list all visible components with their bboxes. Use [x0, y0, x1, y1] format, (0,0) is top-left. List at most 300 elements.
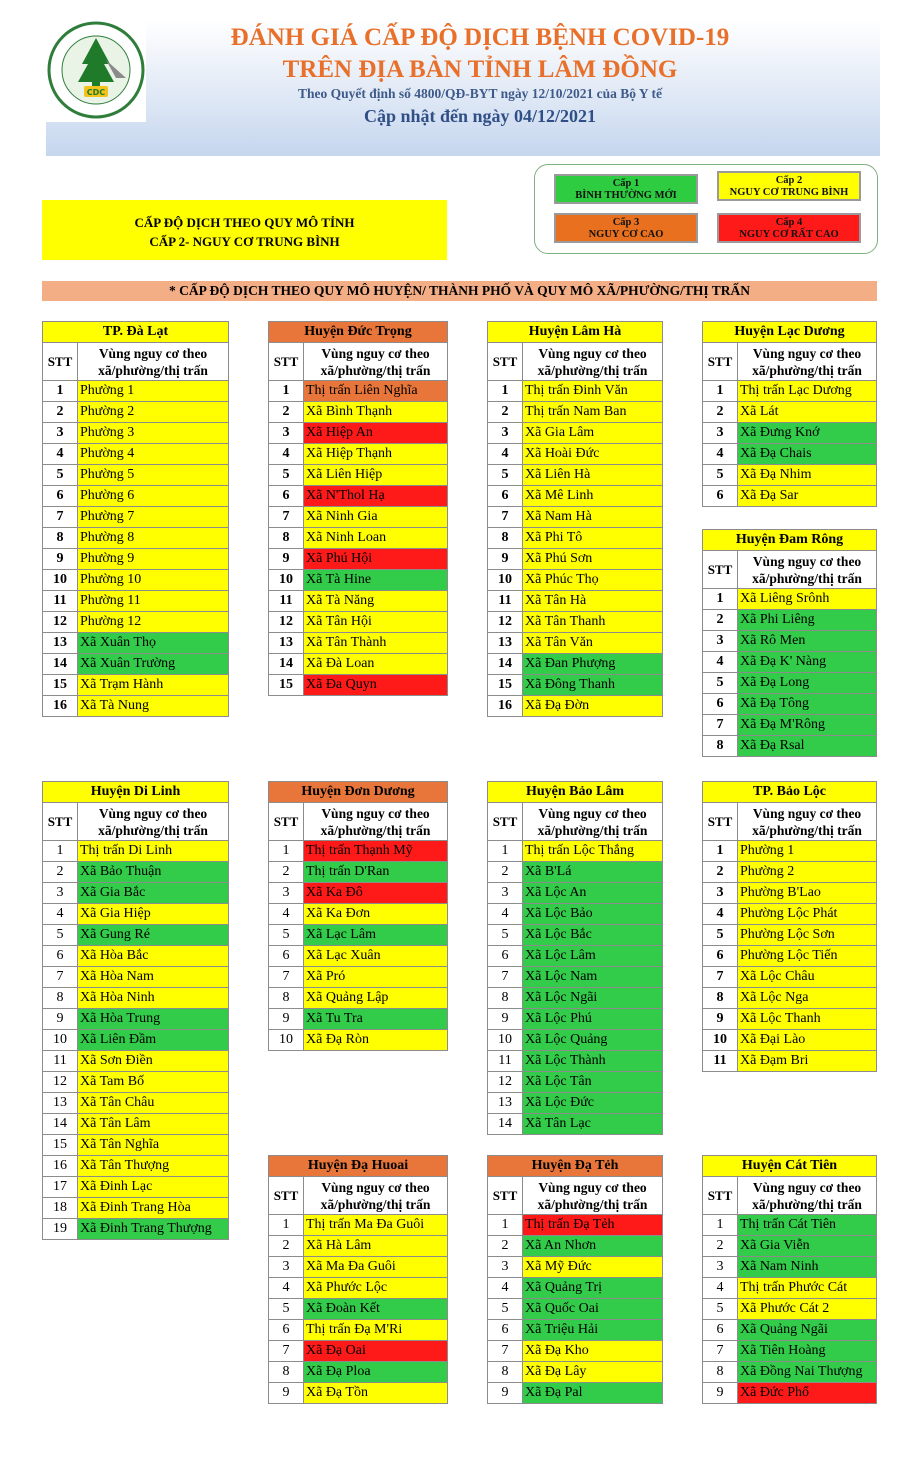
row-number: 7 — [43, 967, 78, 988]
row-number: 15 — [269, 675, 304, 696]
province-level-value: CẤP 2- NGUY CƠ TRUNG BÌNH — [149, 234, 340, 249]
area-header: Vùng nguy cơ theo xã/phường/thị trấn — [738, 803, 877, 841]
stt-header: STT — [269, 803, 304, 841]
commune-name: Xã Lộc Thành — [523, 1051, 663, 1072]
commune-name: Xã Tân Thành — [304, 633, 448, 654]
row-number: 8 — [43, 528, 78, 549]
legend-level-2-number: Cấp 2 — [775, 175, 803, 186]
row-number: 6 — [488, 486, 523, 507]
table-row — [488, 1341, 663, 1362]
district-table-da-lat — [42, 321, 229, 717]
district-table-lam-ha — [487, 321, 663, 717]
row-number: 6 — [703, 1320, 738, 1341]
row-number: 8 — [703, 736, 738, 757]
row-number: 4 — [703, 904, 738, 925]
row-number: 15 — [43, 675, 78, 696]
district-name: Huyện Đam Rông — [703, 530, 877, 551]
commune-name: Xã Lộc Bảo — [523, 904, 663, 925]
table-row — [43, 444, 229, 465]
row-number: 3 — [269, 883, 304, 904]
table-row — [43, 967, 229, 988]
area-header: Vùng nguy cơ theo xã/phường/thị trấn — [78, 803, 229, 841]
row-number: 4 — [488, 904, 523, 925]
commune-name: Xã Pró — [304, 967, 448, 988]
table-row — [488, 1236, 663, 1257]
table-row — [703, 988, 877, 1009]
table-row — [488, 1114, 663, 1135]
row-number: 4 — [43, 444, 78, 465]
stt-header: STT — [703, 343, 738, 381]
row-number: 9 — [269, 1383, 304, 1404]
table-row — [488, 528, 663, 549]
commune-name: Xã Lạc Lâm — [304, 925, 448, 946]
commune-name: Xã Liêng Srônh — [738, 589, 877, 610]
commune-name: Xã Lộc Quảng — [523, 1030, 663, 1051]
commune-name: Xã Đạ Ploa — [304, 1362, 448, 1383]
commune-name: Phường 3 — [78, 423, 229, 444]
commune-name: Xã Phi Liêng — [738, 610, 877, 631]
table-row — [488, 946, 663, 967]
table-row — [488, 1093, 663, 1114]
table-row — [269, 1320, 448, 1341]
commune-name: Phường 1 — [738, 841, 877, 862]
district-name: Huyện Đạ Huoai — [269, 1156, 448, 1177]
row-number: 6 — [488, 946, 523, 967]
commune-name: Xã Hòa Nam — [78, 967, 229, 988]
commune-name: Xã Đạ M'Rông — [738, 715, 877, 736]
table-row — [269, 465, 448, 486]
table-row — [703, 1051, 877, 1072]
row-number: 16 — [43, 1156, 78, 1177]
table-row — [269, 1362, 448, 1383]
table-row — [703, 423, 877, 444]
commune-name: Xã Phước Lộc — [304, 1278, 448, 1299]
table-row — [488, 1320, 663, 1341]
commune-name: Xã Đạ Rsal — [738, 736, 877, 757]
commune-name: Thị trấn Cát Tiên — [738, 1215, 877, 1236]
legend-level-2 — [717, 171, 861, 201]
legend-level-4-number: Cấp 4 — [775, 217, 803, 228]
row-number: 8 — [269, 528, 304, 549]
row-number: 8 — [703, 1362, 738, 1383]
row-number: 7 — [488, 507, 523, 528]
table-row — [43, 486, 229, 507]
row-number: 9 — [269, 1009, 304, 1030]
commune-name: Xã Đạ Long — [738, 673, 877, 694]
table-row — [703, 715, 877, 736]
row-number: 9 — [488, 549, 523, 570]
commune-name: Phường 2 — [738, 862, 877, 883]
commune-name: Xã Phú Sơn — [523, 549, 663, 570]
commune-name: Xã Lộc Nam — [523, 967, 663, 988]
table-row — [43, 946, 229, 967]
legend-level-1-label: BÌNH THƯỜNG MỚI — [575, 190, 677, 201]
area-header: Vùng nguy cơ theo xã/phường/thị trấn — [304, 1177, 448, 1215]
row-number: 14 — [269, 654, 304, 675]
row-number: 7 — [269, 507, 304, 528]
commune-name: Xã Tân Hà — [523, 591, 663, 612]
row-number: 5 — [703, 1299, 738, 1320]
commune-name: Xã Tân Lâm — [78, 1114, 229, 1135]
row-number: 5 — [43, 925, 78, 946]
commune-name: Xã Ma Đa Guôi — [304, 1257, 448, 1278]
commune-name: Thị trấn Thạnh Mỹ — [304, 841, 448, 862]
commune-name: Xã Tiên Hoàng — [738, 1341, 877, 1362]
row-number: 8 — [43, 988, 78, 1009]
table-row — [703, 1320, 877, 1341]
commune-name: Xã Lộc Lâm — [523, 946, 663, 967]
table-row — [269, 862, 448, 883]
row-number: 3 — [488, 883, 523, 904]
district-table-don-duong — [268, 781, 448, 1051]
row-number: 4 — [703, 652, 738, 673]
table-row — [269, 570, 448, 591]
row-number: 11 — [43, 591, 78, 612]
table-row — [703, 841, 877, 862]
table-row — [43, 654, 229, 675]
district-table — [487, 321, 663, 717]
table-row — [43, 507, 229, 528]
district-name: Huyện Đức Trọng — [269, 322, 448, 343]
row-number: 1 — [488, 841, 523, 862]
commune-name: Xã Đạ Nhim — [738, 465, 877, 486]
row-number: 3 — [43, 883, 78, 904]
row-number: 5 — [269, 465, 304, 486]
table-row — [488, 988, 663, 1009]
row-number: 3 — [43, 423, 78, 444]
table-row — [703, 465, 877, 486]
commune-name: Xã Đinh Trang Thượng — [78, 1219, 229, 1240]
table-row — [488, 862, 663, 883]
table-row — [43, 549, 229, 570]
row-number: 4 — [488, 444, 523, 465]
row-number: 9 — [488, 1383, 523, 1404]
table-row — [43, 423, 229, 444]
commune-name: Xã Đông Thanh — [523, 675, 663, 696]
commune-name: Xã Đinh Trang Hòa — [78, 1198, 229, 1219]
row-number: 11 — [269, 591, 304, 612]
commune-name: Xã Lộc Thanh — [738, 1009, 877, 1030]
row-number: 14 — [488, 654, 523, 675]
table-row — [269, 507, 448, 528]
table-row — [269, 591, 448, 612]
commune-name: Phường Lộc Tiến — [738, 946, 877, 967]
row-number: 7 — [269, 1341, 304, 1362]
row-number: 8 — [269, 988, 304, 1009]
row-number: 17 — [43, 1177, 78, 1198]
row-number: 5 — [703, 673, 738, 694]
table-row — [703, 589, 877, 610]
row-number: 6 — [488, 1320, 523, 1341]
row-number: 15 — [43, 1135, 78, 1156]
table-row — [488, 654, 663, 675]
table-row — [269, 883, 448, 904]
row-number: 13 — [269, 633, 304, 654]
commune-name: Phường 9 — [78, 549, 229, 570]
commune-name: Xã Xuân Thọ — [78, 633, 229, 654]
commune-name: Xã Rô Men — [738, 631, 877, 652]
table-row — [488, 402, 663, 423]
table-row — [269, 1215, 448, 1236]
row-number: 7 — [703, 715, 738, 736]
stt-header: STT — [703, 803, 738, 841]
commune-name: Phường B'Lao — [738, 883, 877, 904]
area-header: Vùng nguy cơ theo xã/phường/thị trấn — [738, 343, 877, 381]
commune-name: Xã Bình Thạnh — [304, 402, 448, 423]
table-row — [269, 1236, 448, 1257]
district-table-duc-trong — [268, 321, 448, 696]
row-number: 8 — [703, 988, 738, 1009]
table-row — [269, 444, 448, 465]
page-title-line-2: TRÊN ĐỊA BÀN TỈNH LÂM ĐỒNG — [282, 56, 678, 83]
commune-name: Xã Đạ Chais — [738, 444, 877, 465]
table-row — [703, 883, 877, 904]
row-number: 1 — [703, 841, 738, 862]
table-row — [488, 904, 663, 925]
commune-name: Xã Đạ K' Nàng — [738, 652, 877, 673]
commune-name: Xã N'Thol Hạ — [304, 486, 448, 507]
table-row — [269, 1383, 448, 1404]
legend-level-4-label: NGUY CƠ RẤT CAO — [739, 229, 839, 240]
table-row — [488, 1215, 663, 1236]
commune-name: Xã Lộc Ngãi — [523, 988, 663, 1009]
table-row — [488, 1278, 663, 1299]
table-row — [488, 465, 663, 486]
row-number: 2 — [43, 402, 78, 423]
commune-name: Xã Đức Phổ — [738, 1383, 877, 1404]
district-table — [487, 781, 663, 1135]
commune-name: Xã Hòa Ninh — [78, 988, 229, 1009]
row-number: 7 — [703, 967, 738, 988]
table-row — [269, 402, 448, 423]
commune-name: Xã Tân Hội — [304, 612, 448, 633]
table-row — [269, 1257, 448, 1278]
stt-header: STT — [488, 1177, 523, 1215]
area-header: Vùng nguy cơ theo xã/phường/thị trấn — [523, 1177, 663, 1215]
commune-name: Xã Lộc Nga — [738, 988, 877, 1009]
commune-name: Xã Bảo Thuận — [78, 862, 229, 883]
row-number: 11 — [488, 591, 523, 612]
row-number: 18 — [43, 1198, 78, 1219]
table-row — [43, 862, 229, 883]
row-number: 8 — [488, 528, 523, 549]
area-header: Vùng nguy cơ theo xã/phường/thị trấn — [738, 1177, 877, 1215]
table-row — [703, 631, 877, 652]
commune-name: Xã Phước Cát 2 — [738, 1299, 877, 1320]
commune-name: Xã Tân Nghĩa — [78, 1135, 229, 1156]
commune-name: Thị trấn Đạ M'Ri — [304, 1320, 448, 1341]
commune-name: Xã Triệu Hải — [523, 1320, 663, 1341]
row-number: 5 — [703, 925, 738, 946]
row-number: 2 — [488, 1236, 523, 1257]
row-number: 10 — [43, 570, 78, 591]
table-row — [703, 862, 877, 883]
commune-name: Thị trấn Di Linh — [78, 841, 229, 862]
table-row — [703, 1299, 877, 1320]
table-row — [269, 841, 448, 862]
table-row — [269, 654, 448, 675]
table-row — [488, 967, 663, 988]
commune-name: Xã Hòa Trung — [78, 1009, 229, 1030]
commune-name: Xã Nam Ninh — [738, 1257, 877, 1278]
district-table — [702, 321, 877, 507]
commune-name: Thị trấn Lạc Dương — [738, 381, 877, 402]
row-number: 10 — [488, 1030, 523, 1051]
district-table — [268, 321, 448, 696]
commune-name: Xã Hà Lâm — [304, 1236, 448, 1257]
table-row — [43, 675, 229, 696]
legend-level-1-number: Cấp 1 — [612, 178, 640, 189]
table-row — [269, 486, 448, 507]
table-row — [43, 883, 229, 904]
section-title: * CẤP ĐỘ DỊCH THEO QUY MÔ HUYỆN/ THÀNH PHỐ VÀ QUY MÔ XÃ/PHƯỜNG/THỊ TRẤN — [42, 281, 877, 301]
commune-name: Xã Liên Hiệp — [304, 465, 448, 486]
district-name: Huyện Lạc Dương — [703, 322, 877, 343]
table-row — [703, 1215, 877, 1236]
commune-name: Xã Đưng Knớ — [738, 423, 877, 444]
row-number: 1 — [43, 841, 78, 862]
table-row — [488, 381, 663, 402]
commune-name: Xã Quảng Ngãi — [738, 1320, 877, 1341]
commune-name: Xã Phi Tô — [523, 528, 663, 549]
district-name: Huyện Lâm Hà — [488, 322, 663, 343]
commune-name: Phường Lộc Phát — [738, 904, 877, 925]
commune-name: Xã Xuân Trường — [78, 654, 229, 675]
commune-name: Phường 6 — [78, 486, 229, 507]
table-row — [488, 507, 663, 528]
table-row — [703, 486, 877, 507]
stt-header: STT — [703, 551, 738, 589]
table-row — [43, 841, 229, 862]
table-row — [488, 1072, 663, 1093]
table-row — [488, 486, 663, 507]
area-header: Vùng nguy cơ theo xã/phường/thị trấn — [78, 343, 229, 381]
row-number: 4 — [269, 904, 304, 925]
table-row — [703, 1009, 877, 1030]
district-table-lac-duong — [702, 321, 877, 507]
commune-name: Xã Liên Đầm — [78, 1030, 229, 1051]
commune-name: Xã Đạ Kho — [523, 1341, 663, 1362]
commune-name: Xã Đạ Tồn — [304, 1383, 448, 1404]
commune-name: Xã Nam Hà — [523, 507, 663, 528]
commune-name: Xã Lộc Châu — [738, 967, 877, 988]
row-number: 12 — [43, 1072, 78, 1093]
commune-name: Xã Gia Lâm — [523, 423, 663, 444]
row-number: 7 — [43, 507, 78, 528]
row-number: 6 — [43, 486, 78, 507]
district-table-bao-loc — [702, 781, 877, 1072]
row-number: 5 — [488, 465, 523, 486]
commune-name: Xã An Nhơn — [523, 1236, 663, 1257]
table-row — [269, 528, 448, 549]
commune-name: Xã Đa Quyn — [304, 675, 448, 696]
commune-name: Xã Gia Bắc — [78, 883, 229, 904]
row-number: 1 — [269, 841, 304, 862]
table-row — [488, 1051, 663, 1072]
table-row — [488, 696, 663, 717]
row-number: 1 — [703, 589, 738, 610]
commune-name: Xã Tân Thượng — [78, 1156, 229, 1177]
row-number: 8 — [269, 1362, 304, 1383]
table-row — [488, 1383, 663, 1404]
commune-name: Thị trấn Ma Đa Guôi — [304, 1215, 448, 1236]
row-number: 12 — [488, 1072, 523, 1093]
row-number: 9 — [43, 1009, 78, 1030]
district-table-bao-lam — [487, 781, 663, 1135]
row-number: 12 — [488, 612, 523, 633]
table-row — [269, 1278, 448, 1299]
row-number: 9 — [43, 549, 78, 570]
stt-header: STT — [269, 1177, 304, 1215]
row-number: 9 — [269, 549, 304, 570]
row-number: 11 — [703, 1051, 738, 1072]
commune-name: Xã Lát — [738, 402, 877, 423]
row-number: 14 — [43, 1114, 78, 1135]
row-number: 4 — [703, 444, 738, 465]
district-name: Huyện Cát Tiên — [703, 1156, 877, 1177]
commune-name: Xã Đạ Tông — [738, 694, 877, 715]
commune-name: Xã Hòa Bắc — [78, 946, 229, 967]
table-row — [703, 402, 877, 423]
commune-name: Xã Liên Hà — [523, 465, 663, 486]
commune-name: Xã Đồng Nai Thượng — [738, 1362, 877, 1383]
table-row — [43, 925, 229, 946]
row-number: 1 — [703, 1215, 738, 1236]
table-row — [43, 1072, 229, 1093]
commune-name: Phường 2 — [78, 402, 229, 423]
commune-name: Phường 12 — [78, 612, 229, 633]
row-number: 6 — [269, 946, 304, 967]
row-number: 10 — [269, 1030, 304, 1051]
commune-name: Xã Lộc Đức — [523, 1093, 663, 1114]
commune-name: Xã Phúc Thọ — [523, 570, 663, 591]
table-row — [703, 381, 877, 402]
commune-name: Xã Lộc Tân — [523, 1072, 663, 1093]
commune-name: Xã Ninh Gia — [304, 507, 448, 528]
table-row — [488, 883, 663, 904]
row-number: 8 — [488, 1362, 523, 1383]
table-row — [703, 967, 877, 988]
district-name: Huyện Đạ Tẻh — [488, 1156, 663, 1177]
stt-header: STT — [488, 343, 523, 381]
commune-name: Thị trấn Lộc Thắng — [523, 841, 663, 862]
commune-name: Phường 7 — [78, 507, 229, 528]
commune-name: Xã Hiệp Thạnh — [304, 444, 448, 465]
area-header: Vùng nguy cơ theo xã/phường/thị trấn — [523, 343, 663, 381]
cdc-logo-emblem-icon — [46, 20, 146, 122]
commune-name: Xã Mê Linh — [523, 486, 663, 507]
row-number: 12 — [43, 612, 78, 633]
row-number: 6 — [703, 486, 738, 507]
commune-name: Xã Ka Đô — [304, 883, 448, 904]
page-title-line-1: ĐÁNH GIÁ CẤP ĐỘ DỊCH BỆNH COVID-19 — [230, 24, 730, 51]
commune-name: Xã Lộc An — [523, 883, 663, 904]
row-number: 12 — [269, 612, 304, 633]
table-row — [43, 1093, 229, 1114]
table-row — [703, 694, 877, 715]
commune-name: Xã Quốc Oai — [523, 1299, 663, 1320]
table-row — [488, 549, 663, 570]
commune-name: Xã Lộc Phú — [523, 1009, 663, 1030]
row-number: 4 — [488, 1278, 523, 1299]
district-name: Huyện Di Linh — [43, 782, 229, 803]
commune-name: Xã Đạ Đờn — [523, 696, 663, 717]
row-number: 14 — [43, 654, 78, 675]
commune-name: Thị trấn Đạ Tẻh — [523, 1215, 663, 1236]
table-row — [43, 696, 229, 717]
commune-name: Xã Sơn Điền — [78, 1051, 229, 1072]
table-row — [703, 1236, 877, 1257]
